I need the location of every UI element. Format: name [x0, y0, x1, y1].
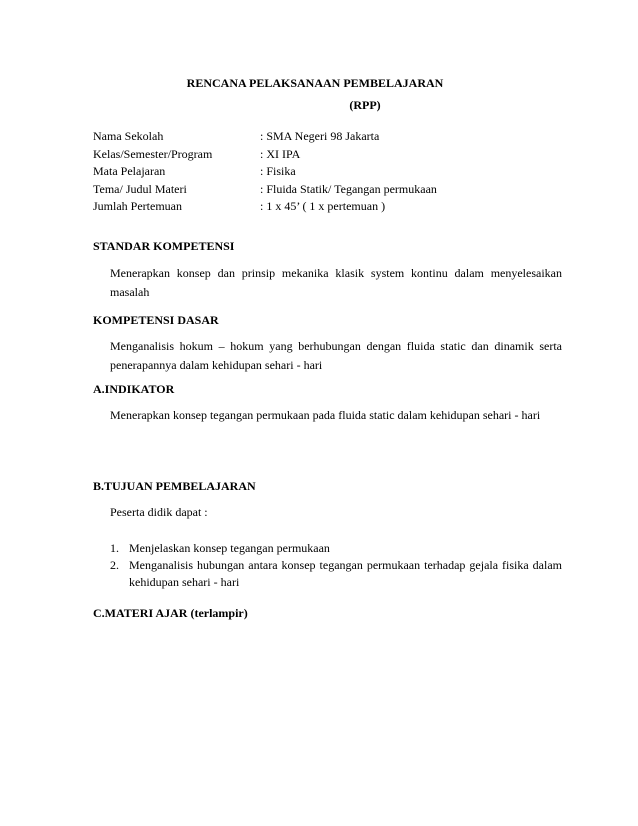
list-item: [110, 540, 562, 557]
info-row-class: [93, 146, 563, 164]
info-label: Tema/ Judul Materi: [93, 181, 187, 196]
tujuan-heading: B.TUJUAN PEMBELAJARAN: [93, 479, 256, 493]
identity-table: [93, 128, 563, 216]
materi-heading: C.MATERI AJAR (terlampir): [93, 606, 248, 620]
info-row-subject: [93, 163, 563, 181]
indikator-text: Menerapkan konsep tegangan permukaan pada fluida static dalam kehidupan sehari - hari: [110, 408, 541, 422]
tujuan-intro: Peserta didik dapat :: [110, 505, 208, 519]
indikator-heading: A.INDIKATOR: [93, 382, 175, 396]
info-row-meetings: [93, 198, 563, 216]
info-value: : SMA Negeri 98 Jakarta: [260, 129, 380, 143]
info-label: Jumlah Pertemuan: [93, 199, 182, 213]
list-number: 2.: [110, 558, 119, 572]
info-label: Kelas/Semester/Program: [93, 146, 213, 161]
info-value: : Fisika: [260, 164, 296, 178]
info-row-school: [93, 128, 563, 146]
info-value: : Fluida Statik/ Tegangan permukaan: [260, 181, 437, 196]
list-text: Menjelaskan konsep tegangan permukaan: [129, 541, 330, 555]
document-title: RENCANA PELAKSANAAN PEMBELAJARAN: [186, 76, 444, 90]
list-number: 1.: [110, 541, 119, 555]
info-value: : XI IPA: [260, 146, 301, 161]
info-row-topic: [93, 181, 563, 199]
tujuan-list: [110, 540, 562, 591]
document-subtitle: (RPP): [349, 98, 381, 112]
info-value: : 1 x 45’ ( 1 x pertemuan ): [260, 199, 386, 213]
kompetensi-dasar-text: Menganalisis hokum – hokum yang berhubungan dengan fluida static dan dinamik serta penerapannya dalam kehidupan sehari - hari: [110, 339, 562, 372]
standar-kompetensi-heading: STANDAR KOMPETENSI: [93, 239, 235, 253]
list-item: [110, 557, 562, 591]
info-label: Nama Sekolah: [93, 129, 164, 143]
kompetensi-dasar-heading: KOMPETENSI DASAR: [93, 313, 219, 327]
list-text: Menganalisis hubungan antara konsep tegangan permukaan terhadap gejala fisika dalam kehidupan sehari - hari: [129, 558, 562, 589]
info-label: Mata Pelajaran: [93, 164, 166, 178]
standar-kompetensi-text: Menerapkan konsep dan prinsip mekanika klasik system kontinu dalam menyelesaikan masalah: [110, 266, 562, 299]
